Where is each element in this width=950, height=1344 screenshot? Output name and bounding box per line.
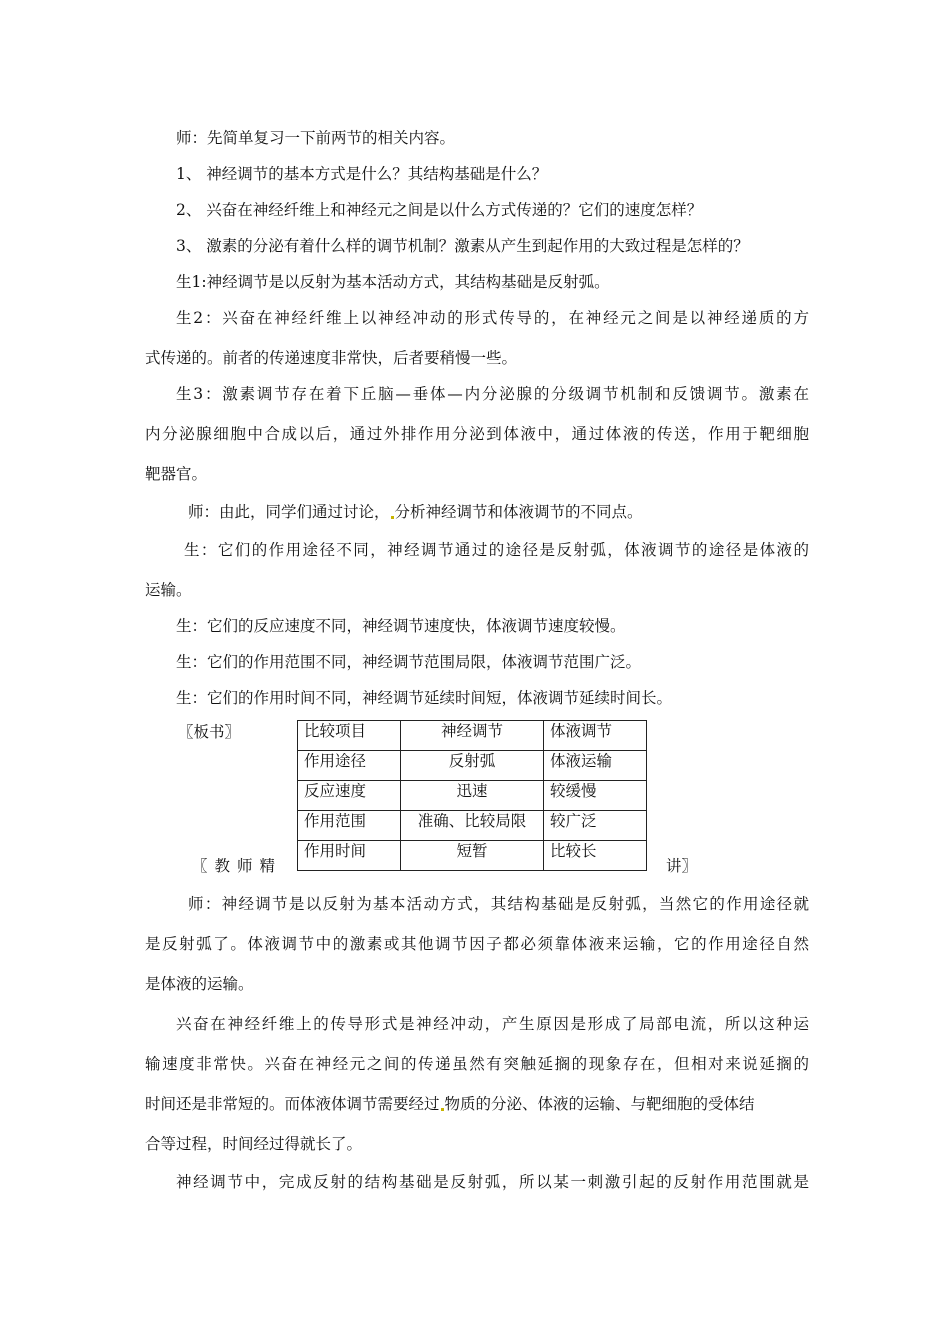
teacher-prompt-b: 分析神经调节和体液调节的不同点。 [394,503,643,521]
dot-mark [441,1108,444,1111]
explain-1-line3: 是体液的运输。 [145,975,254,993]
explain-2-line4: 合等过程，时间经过得就长了。 [145,1135,363,1153]
table-cell: 作用途径 [298,751,401,781]
dot-mark [391,516,394,519]
student-route-line1: 生：它们的作用途径不同，神经调节通过的途径是反射弧，体液调节的途径是体液的 [184,541,809,559]
table-cell: 较缓慢 [544,781,647,811]
table-row [298,721,647,751]
table-cell: 准确、比较局限 [401,811,544,841]
table-cell: 神经调节 [401,721,544,751]
comparison-table [297,720,647,871]
table-row [298,781,647,811]
answer-1: 生1:神经调节是以反射为基本活动方式，其结构基础是反射弧。 [176,273,610,291]
answer-2-line1: 生2：兴奋在神经纤维上以神经冲动的形式传导的，在神经元之间是以神经递质的方 [176,309,809,327]
answer-3-line3: 靶器官。 [145,465,208,483]
question-1: 1、 神经调节的基本方式是什么？其结构基础是什么？ [176,165,548,183]
table-cell: 作用时间 [298,841,401,871]
explain-1-line2: 是反射弧了。体液调节中的激素或其他调节因子都必须靠体液来运输，它的作用途径自然 [145,935,809,953]
student-route-line2: 运输。 [145,581,192,599]
table-cell: 反射弧 [401,751,544,781]
table-cell: 比较长 [544,841,647,871]
teacher-explain-label-right: 讲〗 [666,857,698,875]
answer-3-line2: 内分泌腺细胞中合成以后，通过外排作用分泌到体液中，通过体液的传送，作用于靶细胞 [145,425,809,443]
teacher-prompt-a: 师：由此，同学们通过讨论， [188,503,390,521]
explain-2-line3-b: 物质的分泌、体液的运输、与靶细胞的受体结 [444,1095,755,1113]
answer-2-line2: 式传递的。前者的传递速度非常快，后者要稍慢一些。 [145,349,518,367]
table-row [298,751,647,781]
explain-1-line1: 师：神经调节是以反射为基本活动方式，其结构基础是反射弧，当然它的作用途径就 [188,895,809,913]
explain-2-line3-a: 时间还是非常短的。而体液体调节需要经过 [145,1095,440,1113]
explain-2-line1: 兴奋在神经纤维上的传导形式是神经冲动，产生原因是形成了局部电流，所以这种运 [176,1015,809,1033]
table-cell: 体液运输 [544,751,647,781]
para-1: 师：先简单复习一下前两节的相关内容。 [176,129,456,147]
answer-3-line1: 生3：激素调节存在着下丘脑—垂体—内分泌腺的分级调节机制和反馈调节。激素在 [176,385,809,403]
explain-2-line2: 输速度非常快。兴奋在神经元之间的传递虽然有突触延搁的现象存在，但相对来说延搁的 [145,1055,809,1073]
table-cell: 短暂 [401,841,544,871]
table-row [298,841,647,871]
question-3: 3、 激素的分泌有着什么样的调节机制？激素从产生到起作用的大致过程是怎样的？ [176,237,749,255]
student-range: 生：它们的作用范围不同，神经调节范围局限，体液调节范围广泛。 [176,653,642,671]
teacher-prompt [188,502,852,522]
question-2: 2、 兴奋在神经纤维上和神经元之间是以什么方式传递的？它们的速度怎样？ [176,201,703,219]
student-time: 生：它们的作用时间不同，神经调节延续时间短，体液调节延续时间长。 [176,689,673,707]
board-label: 〖板书〗 [178,723,241,741]
table-row [298,811,647,841]
student-speed: 生：它们的反应速度不同，神经调节速度快，体液调节速度较慢。 [176,617,626,635]
table-cell: 较广泛 [544,811,647,841]
table-cell: 反应速度 [298,781,401,811]
table-cell: 作用范围 [298,811,401,841]
table-cell: 比较项目 [298,721,401,751]
teacher-explain-label-left: 〖教师精 [192,857,283,875]
table-cell: 迅速 [401,781,544,811]
explain-3-line1: 神经调节中，完成反射的结构基础是反射弧，所以某一刺激引起的反射作用范围就是 [176,1173,809,1191]
explain-2-line3 [145,1094,809,1114]
table-cell: 体液调节 [544,721,647,751]
